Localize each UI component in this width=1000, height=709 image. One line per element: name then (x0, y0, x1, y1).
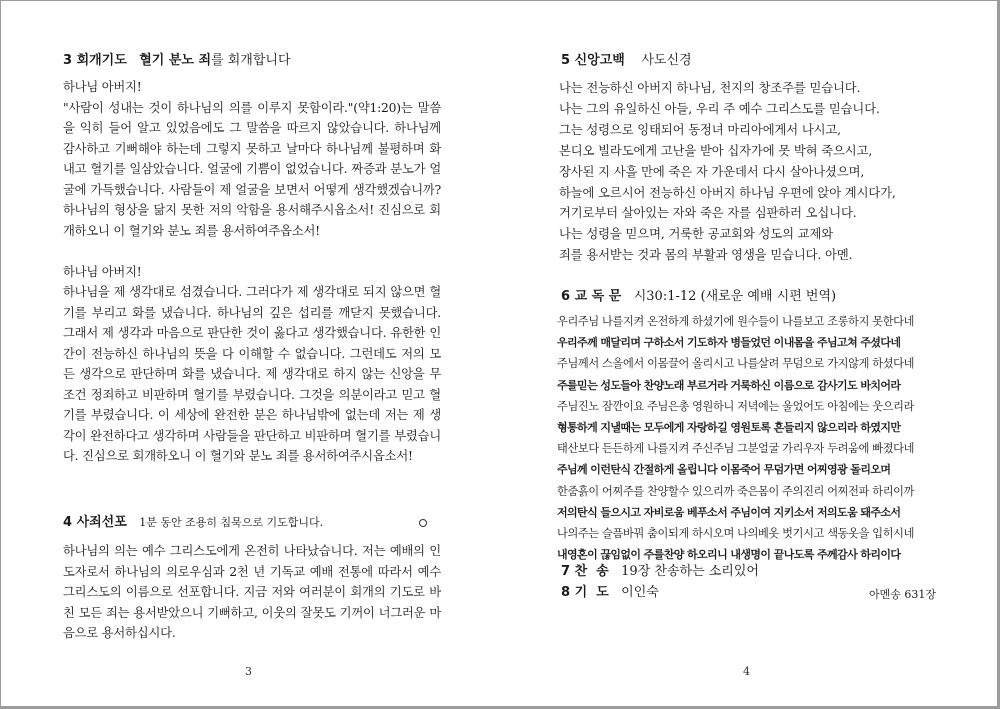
section-7-heading (561, 563, 759, 581)
apostles-creed (559, 78, 939, 266)
reading-line-congregation: 주를믿는 성도들아 찬양노래 부르거라 거룩하신 이름으로 감사기도 바치어라 (557, 378, 901, 392)
section-8-heading (561, 584, 659, 602)
reading-line-congregation: 내영혼이 끊임없이 주를찬양 하오리니 내생명이 끝나도록 주께감사 하리이다 (557, 548, 901, 562)
declaration-paragraph: 하나님의 의는 예수 그리스도에게 온전히 나타났습니다. 저는 예배의 인도자로서 하나님의 의로우심과 2천 년 기독교 예배 전통에 따라서 예수 그리스도의 이름으로 선포합니다. 지금 저와 여러분이 회개의 기도로 바친 모든 죄는 용서받았으니 기뻐하고, 이웃의 잘못도 기꺼이 너그러운 마음으로 용서하십시다. (63, 544, 441, 640)
right-page (499, 1, 997, 706)
reading-line-leader: 태산보다 든든하게 나를지켜 주신주님 그분얼굴 가리우자 두려움에 빠졌다네 (557, 442, 915, 456)
creed-line: 나는 전능하신 아버지 하나님, 천지의 창조주를 믿습니다. (559, 81, 861, 95)
section-4-heading (63, 514, 323, 532)
section-5-heading (561, 52, 692, 70)
section-3-number: 3 회개기도 (63, 53, 127, 68)
creed-line: 하늘에 오르시어 전능하신 아버지 하나님 우편에 앉아 계시다가, (559, 185, 896, 200)
section-8-subtitle: 이인숙 (621, 585, 659, 600)
section-8-number: 8 기 도 (561, 585, 609, 600)
section-5-subtitle: 사도신경 (641, 53, 692, 68)
section-6-number: 6 교 독 문 (561, 289, 622, 304)
section-7-number: 7 찬 송 (561, 564, 609, 579)
section-7-subtitle: 19장 찬송하는 소리있어 (621, 564, 759, 579)
reading-line-congregation: 형통하게 지낼때는 모두에게 자랑하길 영원토록 흔들리지 않으리라 하였지만 (557, 421, 901, 435)
page-number-left: 3 (245, 665, 252, 678)
reading-line-leader: 한줌흙이 어찌주를 찬양할수 있으리까 죽은몸이 주의진리 어찌전파 하리이까 (557, 484, 915, 498)
prayer-line: 하나님 아버지! (63, 264, 142, 279)
left-page (1, 1, 499, 706)
reading-line-congregation: 저의탄식 들으시고 자비로움 베푸소서 주님이여 지키소서 저의도움 돼주소서 (557, 505, 901, 519)
section-6-subtitle: 시30:1-12 (새로운 예배 시편 번역) (633, 289, 837, 304)
section-3-heading (63, 52, 291, 70)
reading-line-leader: 나의주는 슬픔바꿔 춤이되게 하시오며 나의베옷 벗기시고 색동옷을 입히시네 (557, 527, 915, 541)
reading-line-congregation: 주님께 이런탄식 간절하게 올립니다 이몸죽어 무덤가면 어찌영광 돌리오며 (557, 463, 891, 477)
booklet-spread (1, 1, 997, 706)
section-3-suffix: 를 회개합니다 (211, 53, 291, 68)
reading-line-congregation: 우리주께 매달리며 구하소서 기도하자 병들었던 이내몸을 주님고쳐 주셨다네 (557, 336, 901, 350)
prayer-paragraph: 하나님을 제 생각대로 섬겼습니다. 그러다가 제 생각대로 되지 않으면 혈기를 부리고 화를 냈습니다. 하나님의 깊은 섭리를 깨닫지 못했습니다. 그래서 제 생각과 마음으로 판단한 것이 옳다고 생각했습니다. 유한한 인간이 전능하신 하나님의 뜻을 다 이해할 수 없습니다. 그런데도 저의 모든 생각으로 판단하며 화를 냈습니다. 제 생각대로 하지 않는 신앙을 무조건 정죄하고 비판하며 혈기를 부렸습니다. 그것을 의분이라고 믿고 혈기를 부렸습니다. 이 세상에 완전한 분은 하나님밖에 없는데 저는 제 생각이 완전하다고 생각하며 사람들을 판단하고 비판하며 혈기를 부렸습니다. 진심으로 회개하오니 이 혈기와 분노 죄를 용서하여주시옵소서! (63, 285, 441, 463)
section-4-body (63, 541, 441, 644)
circle-mark-icon (419, 519, 427, 527)
creed-line: 본디오 빌라도에게 고난을 받아 십자가에 못 박혀 죽으시고, (559, 143, 873, 158)
section-3-body (63, 77, 441, 467)
prayer-line: 하나님 아버지! (63, 80, 142, 94)
prayer-paragraph: "사람이 성내는 것이 하나님의 의를 이루지 못함이라."(약1:20)는 말씀을 익히 들어 알고 있었음에도 그 말씀을 따르지 않았습니다. 하나님께 감사하고 기뻐해야 하는데 그렇지 못하고 날마다 하나님께 불평하며 화내고 혈기를 일삼았습니다. 얼굴에 기쁨이 없었습니다. 짜증과 분노가 얼굴에 가득했습니다. 사람들이 제 얼굴을 보면서 어떻게 생각했겠습니까? 하나님의 형상을 닮지 못한 저의 악함을 용서해주시옵소서! 진심으로 회개하오니 이 혈기와 분노 죄를 용서하여주옵소서! (63, 100, 441, 238)
section-3-title: 혈기 분노 죄 (139, 53, 212, 68)
reading-line-leader: 주님진노 잠깐이요 주님은총 영원하니 저녁에는 울었어도 아침에는 웃으리라 (557, 399, 915, 413)
reading-line-leader: 주님께서 스올에서 이몸끌어 올리시고 나를살려 무덤으로 가지않게 하셨다네 (557, 357, 915, 371)
creed-line: 장사된 지 사흘 만에 죽은 자 가운데서 다시 살아나셨으며, (559, 164, 865, 179)
creed-line: 죄를 용서받는 것과 몸의 부활과 영생을 믿습니다. 아멘. (559, 248, 853, 263)
reading-line-leader: 우리주님 나를지켜 온전하게 하셨기에 원수들이 나를보고 조롱하지 못한다네 (557, 315, 915, 328)
section-6-heading (561, 288, 836, 306)
creed-line: 거기로부터 살아있는 자와 죽은 자를 심판하러 오십니다. (559, 206, 857, 221)
section-4-number: 4 사죄선포 (63, 515, 127, 530)
creed-line: 나는 성령을 믿으며, 거룩한 공교회와 성도의 교제와 (559, 227, 834, 242)
section-5-number: 5 신앙고백 (561, 53, 625, 68)
section-4-subtitle: 1분 동안 조용히 침묵으로 기도합니다. (139, 516, 324, 529)
creed-line: 그는 성령으로 잉태되어 동정녀 마리아에게서 나시고, (559, 122, 841, 137)
amen-song-note: 아멘송 631장 (869, 588, 936, 601)
responsive-reading (557, 311, 935, 565)
creed-line: 나는 그의 유일하신 아들, 우리 주 예수 그리스도를 믿습니다. (559, 101, 880, 116)
page-number-right: 4 (743, 665, 750, 678)
